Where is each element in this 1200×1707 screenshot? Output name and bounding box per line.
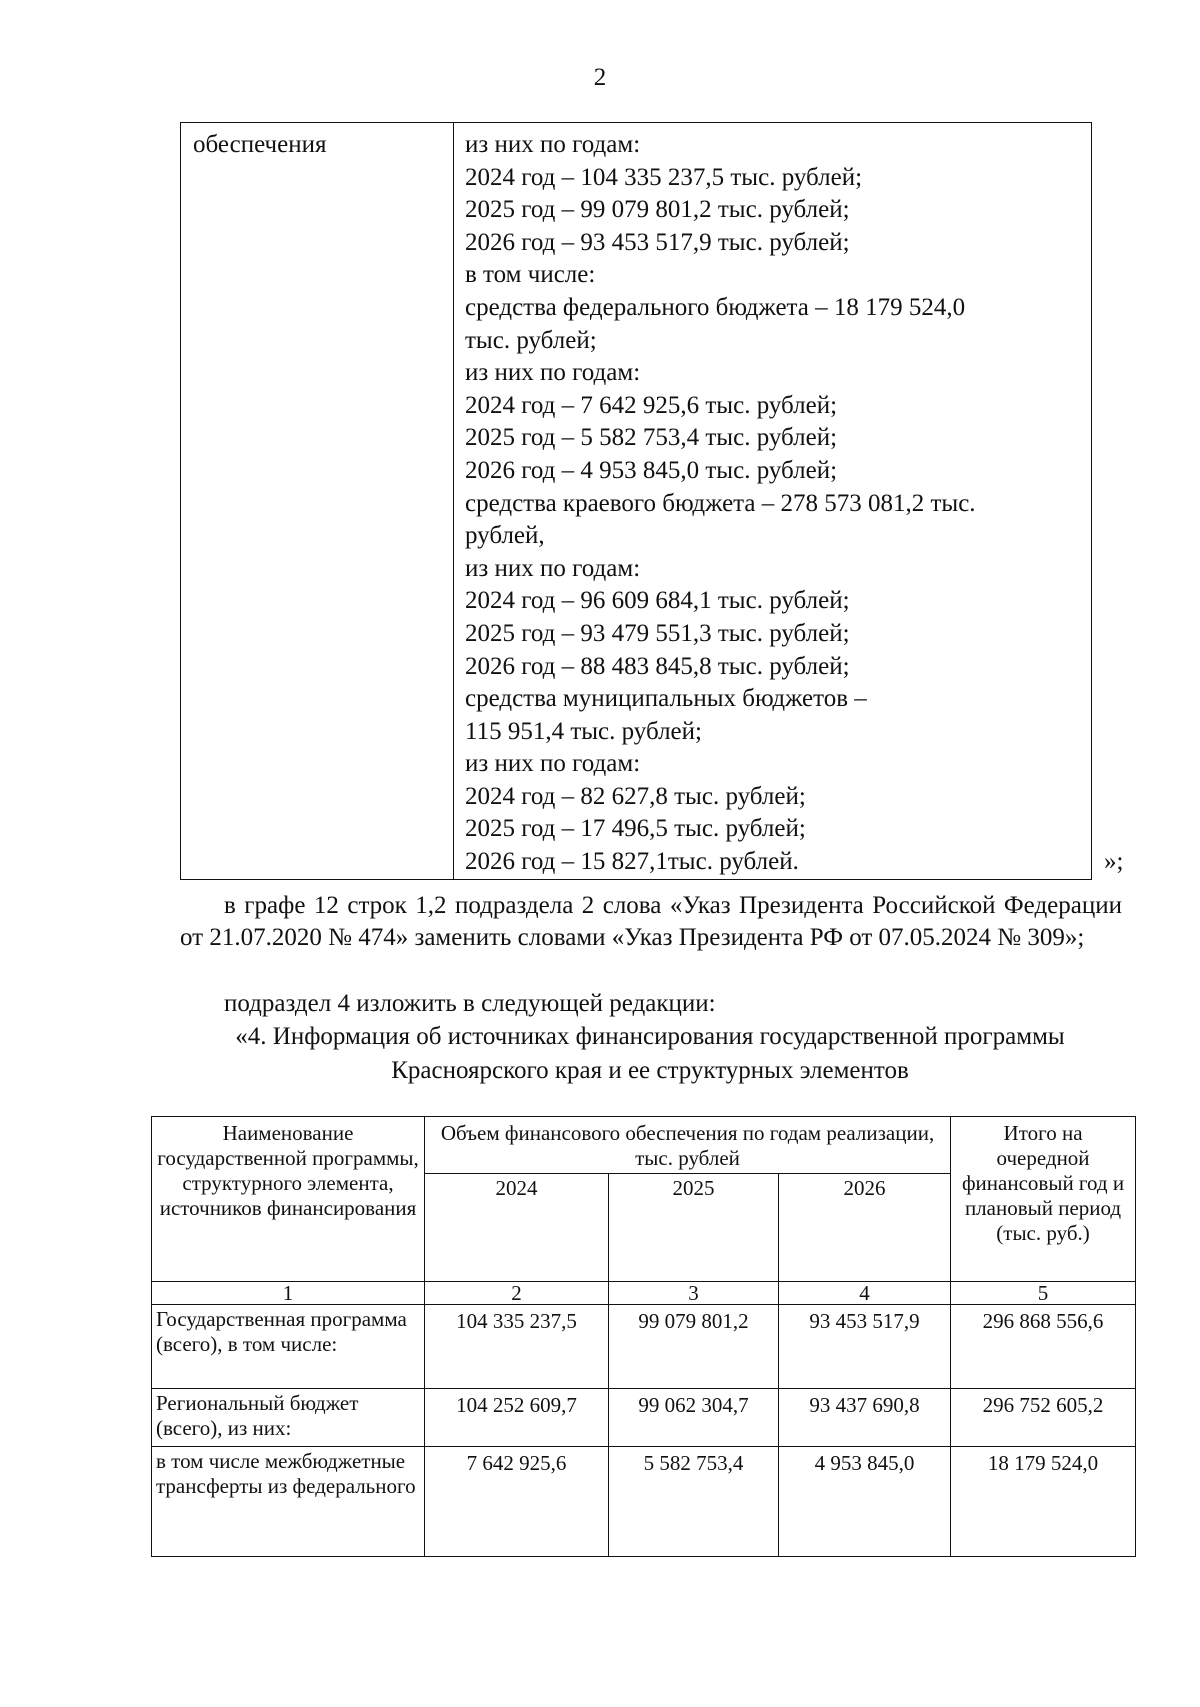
passport-table-fragment	[180, 122, 1092, 880]
row-value-2024: 104 252 609,7	[425, 1389, 609, 1447]
passport-line: из них по годам:	[465, 359, 641, 387]
passport-line: рублей,	[465, 522, 545, 550]
row-name: Государственная программа (всего), в том числе:	[152, 1305, 425, 1389]
passport-line: 2026 год – 93 453 517,9 тыс. рублей;	[465, 228, 850, 256]
financing-table	[151, 1116, 1136, 1557]
column-number: 4	[779, 1282, 951, 1305]
row-value-2024: 104 335 237,5	[425, 1305, 609, 1389]
passport-right-cell	[465, 129, 1085, 879]
row-value-2026: 93 437 690,8	[779, 1389, 951, 1447]
row-value-2025: 5 582 753,4	[609, 1447, 779, 1557]
row-value-total: 296 752 605,2	[951, 1389, 1136, 1447]
header-year: 2024	[425, 1174, 609, 1282]
row-name: в том числе межбюджетные трансферты из федерального	[152, 1447, 425, 1557]
passport-left-label: обеспечения	[193, 131, 327, 158]
row-value-2024: 7 642 925,6	[425, 1447, 609, 1557]
table-row	[152, 1389, 1136, 1447]
passport-line: 2026 год – 15 827,1тыс. рублей.	[465, 848, 799, 876]
row-value-2025: 99 062 304,7	[609, 1389, 779, 1447]
section-heading-line-2: Красноярского края и ее структурных элементов	[391, 1057, 909, 1084]
section-heading-line-1: «4. Информация об источниках финансирования государственной программы	[235, 1023, 1065, 1050]
column-number: 3	[609, 1282, 779, 1305]
header-year: 2025	[609, 1174, 779, 1282]
passport-line: 2025 год – 99 079 801,2 тыс. рублей;	[465, 196, 850, 224]
row-name: Региональный бюджет (всего), из них:	[152, 1389, 425, 1447]
passport-line: тыс. рублей;	[465, 326, 597, 354]
passport-line: из них по годам:	[465, 131, 641, 158]
row-value-2026: 93 453 517,9	[779, 1305, 951, 1389]
table-row	[152, 1447, 1136, 1557]
passport-line: 2024 год – 82 627,8 тыс. рублей;	[465, 782, 806, 810]
column-number: 2	[425, 1282, 609, 1305]
passport-line: в том числе:	[465, 261, 596, 289]
table-row	[152, 1305, 1136, 1389]
row-value-2025: 99 079 801,2	[609, 1305, 779, 1389]
passport-line: 2024 год – 7 642 925,6 тыс. рублей;	[465, 391, 838, 419]
closing-quote: »;	[1104, 848, 1124, 875]
passport-line: из них по годам:	[465, 554, 641, 582]
amendment-paragraph-2: подраздел 4 изложить в следующей редакции:	[224, 990, 716, 1017]
column-number: 5	[951, 1282, 1136, 1305]
header-volume: Объем финансового обеспечения по годам реализации, тыс. рублей	[425, 1117, 951, 1174]
header-year: 2026	[779, 1174, 951, 1282]
amendment-paragraph: в графе 12 строк 1,2 подраздела 2 слова «Указ Президента Российской Федерации от 21.07.2020 № 474» заменить словами «Указ Президента РФ от 07.05.2024 № 309»;	[180, 892, 1122, 951]
passport-line: 2025 год – 93 479 551,3 тыс. рублей;	[465, 619, 850, 647]
row-value-total: 18 179 524,0	[951, 1447, 1136, 1557]
page-number: 2	[593, 64, 607, 91]
row-value-2026: 4 953 845,0	[779, 1447, 951, 1557]
passport-line: 2024 год – 96 609 684,1 тыс. рублей;	[465, 587, 850, 615]
passport-line: средства краевого бюджета – 278 573 081,2 тыс.	[465, 489, 976, 517]
passport-line: 2025 год – 5 582 753,4 тыс. рублей;	[465, 424, 838, 452]
passport-line: средства муниципальных бюджетов –	[465, 685, 867, 713]
passport-line: 2026 год – 4 953 845,0 тыс. рублей;	[465, 456, 838, 484]
passport-line: 2025 год – 17 496,5 тыс. рублей;	[465, 815, 806, 843]
passport-line: средства федерального бюджета – 18 179 524,0	[465, 293, 966, 321]
column-number: 1	[152, 1282, 425, 1305]
table-header-row	[152, 1117, 1136, 1174]
header-name: Наименование государственной программы, структурного элемента, источников финансирования	[152, 1117, 425, 1282]
passport-line: 2026 год – 88 483 845,8 тыс. рублей;	[465, 652, 850, 680]
header-total: Итого на очередной финансовый год и плановый период (тыс. руб.)	[951, 1117, 1136, 1282]
passport-left-cell	[181, 123, 454, 879]
section-heading	[150, 1020, 1150, 1088]
column-number-row	[152, 1282, 1136, 1305]
row-value-total: 296 868 556,6	[951, 1305, 1136, 1389]
passport-line: 2024 год – 104 335 237,5 тыс. рублей;	[465, 163, 863, 191]
passport-line: из них по годам:	[465, 750, 641, 778]
passport-line: 115 951,4 тыс. рублей;	[465, 717, 702, 745]
